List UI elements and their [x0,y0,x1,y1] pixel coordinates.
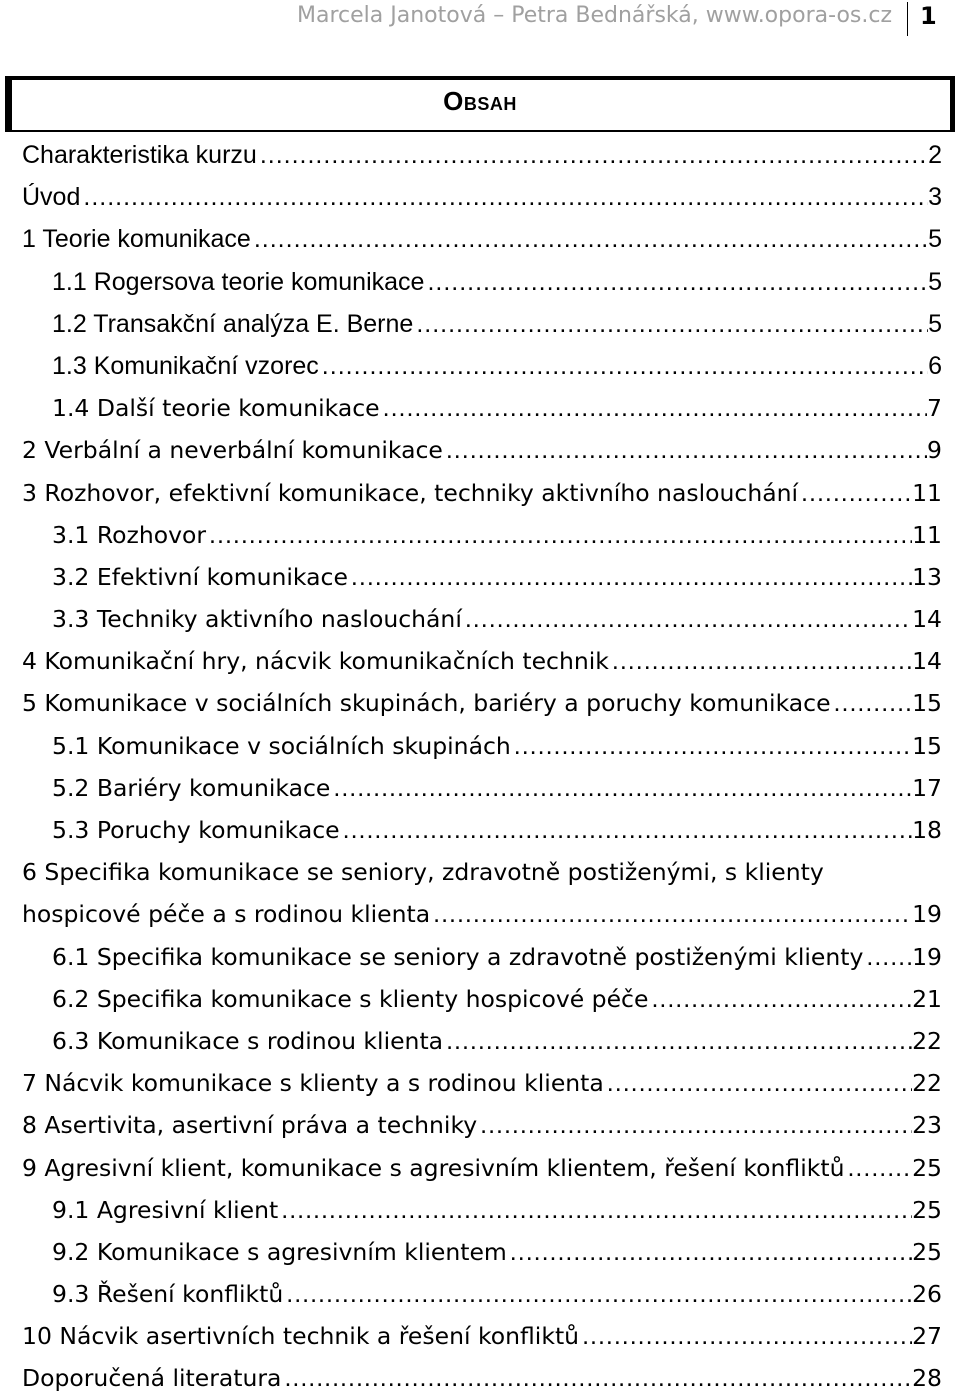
toc-entry-page: 5 [928,225,942,254]
toc-entry-line [52,1189,942,1231]
toc-dot-leader [380,387,927,429]
toc-entry[interactable] [0,1062,960,1104]
toc-entry-label: 3.2 Efektivní komunikace [52,562,348,591]
toc-entry-page: 19 [912,942,942,971]
toc-dot-leader [413,303,928,345]
toc-entry-label: 3.3 Techniky aktivního naslouchání [52,605,462,634]
toc-entry[interactable] [0,936,960,978]
toc-entry-line [52,1020,942,1062]
page-header [0,0,960,42]
toc-entry-page: 25 [912,1237,942,1266]
toc-entry-label: 1.3 Komunikační vzorec [52,351,319,380]
toc-entry-label: 1.2 Transakční analýza E. Berne [52,309,414,338]
toc-entry-line [52,345,942,387]
table-of-contents [0,134,960,1400]
toc-entry-label: 9.1 Agresivní klient [52,1195,279,1224]
toc-entry-label: 9.3 Řešení konfliktů [52,1280,284,1309]
toc-dot-leader [511,725,912,767]
toc-entry-label: 1.4 Další teorie komunikace [52,394,380,423]
toc-dot-leader [648,978,912,1020]
toc-entry-line [52,1231,942,1273]
toc-entry[interactable] [0,134,960,176]
toc-entry-page: 11 [912,478,942,507]
toc-dot-leader [319,345,928,387]
toc-entry[interactable] [0,1104,960,1146]
toc-entry-label: Úvod [22,183,81,212]
toc-entry-label: 4 Komunikační hry, nácvik komunikačních technik [22,647,609,676]
toc-entry-page: 5 [928,267,942,296]
toc-entry[interactable] [0,176,960,218]
toc-dot-leader [348,556,912,598]
toc-dot-leader [251,218,928,260]
toc-entry-line [52,514,942,556]
toc-entry[interactable] [0,218,960,260]
toc-dot-leader [330,767,912,809]
toc-entry-page: 15 [912,689,942,718]
toc-entry-page: 15 [912,731,942,760]
toc-entry-line [52,556,942,598]
toc-entry-line [22,682,942,724]
toc-entry-label: 7 Nácvik komunikace s klienty a s rodinou klienta [22,1069,604,1098]
toc-entry[interactable] [0,1315,960,1357]
toc-dot-leader [283,1273,912,1315]
toc-entry[interactable] [0,598,960,640]
toc-entry-line [52,598,942,640]
toc-dot-leader [80,176,928,218]
toc-dot-leader [844,1147,912,1189]
toc-entry-line [22,893,942,935]
toc-entry-page: 22 [912,1026,942,1055]
toc-dot-leader [798,472,912,514]
toc-entry-page: 21 [912,984,942,1013]
toc-entry-label: 1.1 Rogersova teorie komunikace [52,267,425,296]
toc-entry-line [22,1147,942,1189]
toc-entry-line [52,387,942,429]
toc-entry-page: 27 [912,1322,942,1351]
toc-entry-line [22,1357,942,1399]
toc-entry-label: Doporučená literatura [22,1364,282,1393]
toc-entry-line [52,303,942,345]
toc-entry-line [22,1062,942,1104]
toc-entry-page: 3 [928,183,942,212]
toc-dot-leader [507,1231,912,1273]
toc-entry-label: Charakteristika kurzu [22,141,257,169]
toc-entry-line [52,767,942,809]
toc-entry-page: 11 [912,520,942,549]
toc-entry-page: 18 [912,816,942,844]
toc-entry-line [52,261,942,303]
toc-entry-page: 19 [912,900,942,929]
toc-entry-page: 25 [912,1153,942,1182]
toc-entry[interactable] [0,345,960,387]
toc-entry-label: 9 Agresivní klient, komunikace s agresivním klientem, řešení konfliktů [22,1153,845,1182]
toc-entry-label: 5.1 Komunikace v sociálních skupinách [52,731,511,760]
toc-entry-label: 6.1 Specifika komunikace se seniory a zdravotně postiženými klienty [52,942,864,971]
toc-entry[interactable] [0,261,960,303]
toc-dot-leader [257,134,928,176]
toc-entry-page: 2 [928,141,942,169]
toc-dot-leader [278,1189,912,1231]
toc-entry[interactable] [0,303,960,345]
toc-entry-line [52,978,942,1020]
toc-entry[interactable] [0,1189,960,1231]
toc-entry[interactable] [0,767,960,809]
toc-dot-leader [462,598,912,640]
toc-dot-leader [477,1104,912,1146]
toc-dot-leader [579,1315,912,1357]
toc-dot-leader [424,261,928,303]
toc-entry-line [22,429,942,471]
toc-entry[interactable] [0,978,960,1020]
toc-entry[interactable] [0,387,960,429]
toc-entry-line [22,1315,942,1357]
toc-entry-label: 5 Komunikace v sociálních skupinách, bariéry a poruchy komunikace [22,689,831,718]
toc-entry-label: 5.3 Poruchy komunikace [52,816,340,844]
toc-entry-label: 2 Verbální a neverbální komunikace [22,436,443,465]
toc-entry[interactable] [0,429,960,471]
toc-title: Obsah [443,86,517,116]
toc-entry-page: 13 [912,562,942,591]
toc-entry-label: hospicové péče a s rodinou klienta [22,900,431,929]
toc-dot-leader [340,809,912,851]
toc-entry-label-line1: 6 Specifika komunikace se seniory, zdravotně postiženými, s klienty [22,858,824,887]
toc-entry[interactable] [0,1147,960,1189]
toc-entry-label: 3.1 Rozhovor [52,520,207,549]
toc-entry[interactable] [0,640,960,682]
toc-entry-page: 5 [928,309,942,338]
toc-dot-leader [430,893,912,935]
toc-entry-label: 8 Asertivita, asertivní práva a techniky [22,1111,478,1140]
toc-dot-leader [609,640,912,682]
toc-dot-leader [443,429,927,471]
toc-entry-label: 9.2 Komunikace s agresivním klientem [52,1237,507,1266]
header-divider [907,2,908,36]
toc-entry-page: 9 [927,436,942,465]
toc-dot-leader [831,682,913,724]
toc-entry-page: 6 [928,351,942,380]
toc-dot-leader [863,936,912,978]
toc-entry-line [52,1273,942,1315]
toc-entry-label: 5.2 Bariéry komunikace [52,773,331,802]
toc-entry-page: 14 [912,647,942,676]
toc-entry-line [22,176,942,218]
toc-entry-label: 6.2 Specifika komunikace s klienty hospicové péče [52,984,649,1013]
toc-entry[interactable] [0,1020,960,1062]
toc-entry-line [22,472,942,514]
toc-dot-leader [206,514,912,556]
toc-entry-line [52,725,942,767]
toc-entry-line [52,809,942,851]
toc-entry-page: 28 [912,1364,942,1393]
toc-entry-line [52,936,942,978]
header-page-number: 1 [920,2,937,30]
toc-entry-page: 14 [912,605,942,634]
toc-dot-leader [443,1020,912,1062]
toc-entry-page: 7 [927,394,942,423]
toc-entry-line [22,134,942,176]
toc-entry[interactable] [0,725,960,767]
toc-entry[interactable] [0,472,960,514]
toc-dot-leader [281,1357,912,1399]
toc-entry-line [22,1104,942,1146]
toc-entry-label: 3 Rozhovor, efektivní komunikace, techniky aktivního naslouchání [22,478,799,507]
toc-entry[interactable] [0,514,960,556]
toc-entry[interactable] [0,1231,960,1273]
toc-entry-page: 26 [912,1280,942,1309]
toc-entry-page: 17 [912,773,942,802]
toc-entry[interactable] [0,851,960,935]
toc-entry-label: 6.3 Komunikace s rodinou klienta [52,1026,444,1055]
toc-entry-page: 25 [912,1195,942,1224]
toc-entry[interactable] [0,1357,960,1399]
toc-entry[interactable] [0,682,960,724]
toc-entry-label: 10 Nácvik asertivních technik a řešení konfliktů [22,1322,580,1351]
toc-entry[interactable] [0,1273,960,1315]
header-authors: Marcela Janotová – Petra Bednářská, www.opora-os.cz [297,3,892,28]
toc-entry-label: 1 Teorie komunikace [22,225,251,254]
toc-entry-line [22,218,942,260]
toc-dot-leader [604,1062,912,1104]
toc-entry-line [22,640,942,682]
toc-entry-page: 23 [912,1111,942,1140]
toc-entry[interactable] [0,556,960,598]
toc-entry-page: 22 [912,1069,942,1098]
toc-entry[interactable] [0,809,960,851]
